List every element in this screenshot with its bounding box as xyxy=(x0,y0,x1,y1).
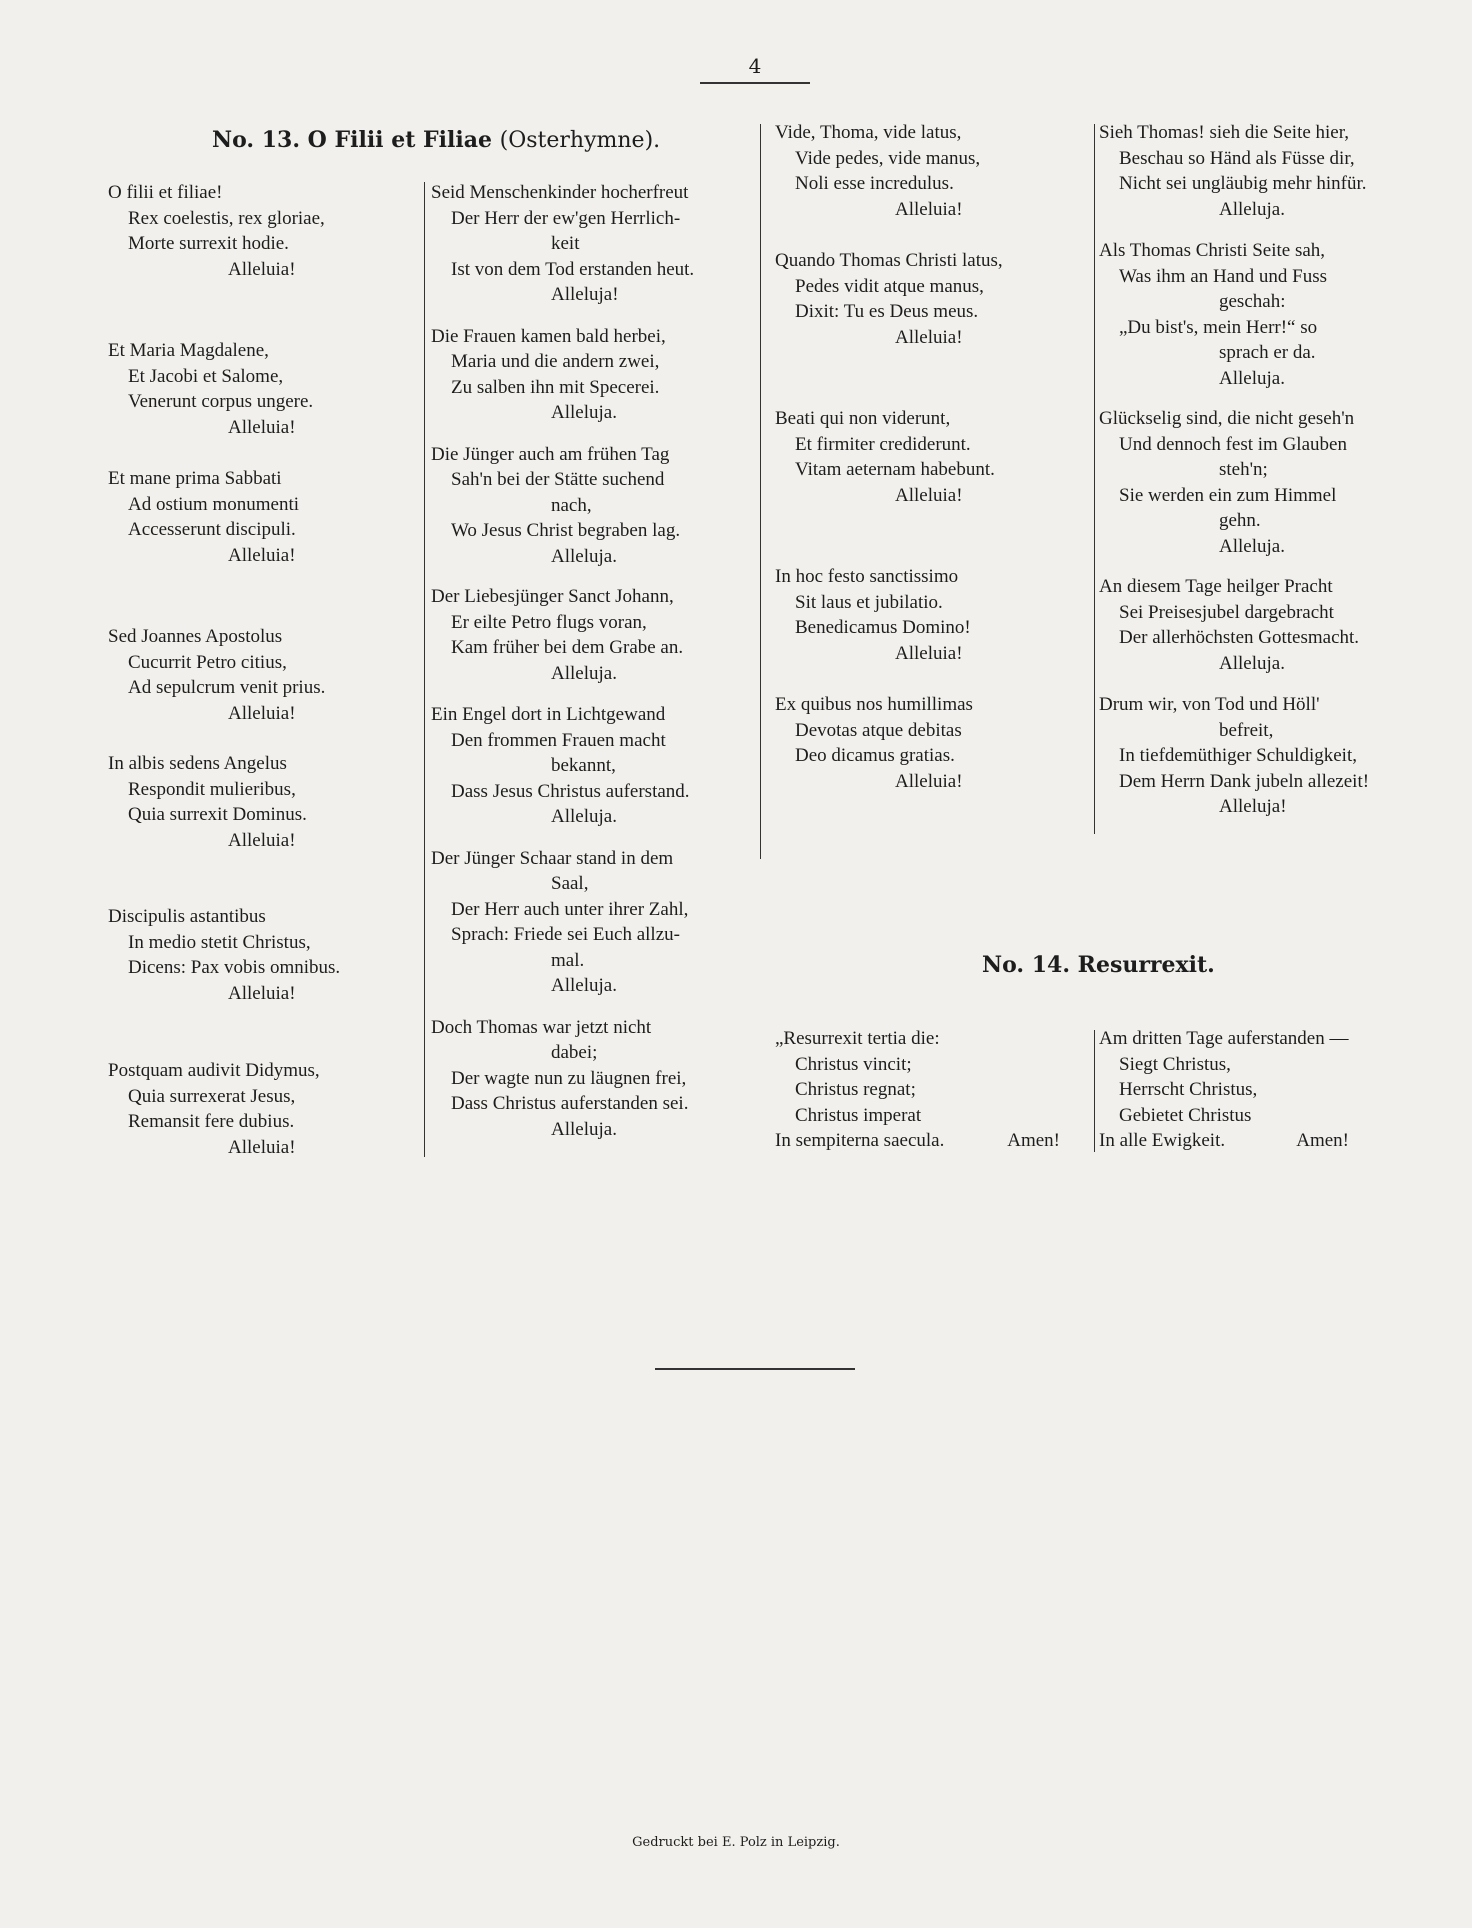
verse-line: „Du bist's, mein Herr!“ so xyxy=(1119,316,1318,338)
verse-line: Seid Menschenkinder hocherfreut xyxy=(431,182,689,203)
verse-line: befreit, xyxy=(1219,719,1274,741)
verse-line: Ex quibus nos humillimas xyxy=(775,694,973,715)
verse-line: Sed Joannes Apostolus xyxy=(108,626,283,647)
verse-line: Sei Preisesjubel dargebracht xyxy=(1119,601,1334,623)
verse-line: Et mane prima Sabbati xyxy=(108,468,282,489)
verse-line: Sah'n bei der Stätte suchend xyxy=(451,469,665,490)
verse-line: Pedes vidit atque manus, xyxy=(795,275,984,297)
amen-text: Amen! xyxy=(1007,1130,1060,1151)
stanza xyxy=(108,180,418,282)
verse-line: Remansit fere dubius. xyxy=(128,1111,295,1132)
german-text-column-right xyxy=(1099,120,1411,820)
hymn-14-title: Resurrexit. xyxy=(1077,952,1215,978)
verse-line: Alleluia! xyxy=(228,829,296,851)
verse-line: Und dennoch fest im Glauben xyxy=(1119,433,1347,455)
stanza xyxy=(1099,692,1411,820)
verse-line: Der Herr der ew'gen Herrlich- xyxy=(451,207,681,229)
verse-line: Der Liebesjünger Sanct Johann, xyxy=(431,586,674,607)
stanza xyxy=(431,442,749,570)
verse-line: Postquam audivit Didymus, xyxy=(108,1060,320,1081)
verse-line: Sie werden ein zum Himmel xyxy=(1119,484,1337,506)
verse-line: Nicht sei ungläubig mehr hinfür. xyxy=(1119,173,1367,194)
verse-line: geschah: xyxy=(1219,291,1286,312)
column-divider-left xyxy=(424,182,425,1157)
verse-line: Rex coelestis, rex gloriae, xyxy=(128,207,325,229)
hymn-13-number: No. 13. xyxy=(212,127,300,153)
amen-row xyxy=(1099,1128,1349,1154)
verse-line: Glückselig sind, die nicht geseh'n xyxy=(1099,408,1355,429)
verse-line: Cucurrit Petro citius, xyxy=(128,651,287,673)
verse-line: Beati qui non viderunt, xyxy=(775,408,951,429)
hymn-13-title: O Filii et Filiae xyxy=(307,127,492,153)
verse-line: Am dritten Tage auferstanden — xyxy=(1099,1028,1349,1049)
verse-line: „Resurrexit tertia die: xyxy=(775,1028,940,1049)
verse-line: Vitam aeternam habebunt. xyxy=(795,459,995,480)
verse-line: Drum wir, von Tod und Höll' xyxy=(1099,694,1320,715)
verse-line: Herrscht Christus, xyxy=(1119,1079,1258,1100)
verse-line: Kam früher bei dem Grabe an. xyxy=(451,637,684,658)
verse-line: Doch Thomas war jetzt nicht xyxy=(431,1016,652,1038)
verse-line: Alleluja. xyxy=(1219,652,1285,674)
verse-line: Et firmiter crediderunt. xyxy=(795,433,971,455)
verse-line: Alleluia! xyxy=(895,326,963,348)
german-text-column-left xyxy=(431,180,749,1142)
hymn-13-heading xyxy=(212,127,660,153)
verse-line: In sempiterna saecula. xyxy=(775,1130,945,1151)
stanza xyxy=(108,338,418,440)
verse-line: Alleluja. xyxy=(551,545,617,567)
stanza xyxy=(1099,120,1411,222)
verse-line: keit xyxy=(551,233,580,254)
stanza xyxy=(775,692,1075,794)
verse-line: Deo dicamus gratias. xyxy=(795,745,955,766)
verse-line: Alleluja. xyxy=(1219,198,1285,220)
verse-line: Zu salben ihn mit Specerei. xyxy=(451,376,660,398)
stanza xyxy=(431,584,749,686)
verse-line: Sit laus et jubilatio. xyxy=(795,591,943,613)
verse-line: Dicens: Pax vobis omnibus. xyxy=(128,957,341,978)
column-divider-middle xyxy=(760,124,761,859)
latin-text-column-left xyxy=(108,180,418,1160)
verse-line: Benedicamus Domino! xyxy=(795,617,971,638)
verse-line: Discipulis astantibus xyxy=(108,906,266,927)
amen-text: Amen! xyxy=(1296,1130,1349,1151)
verse-line: An diesem Tage heilger Pracht xyxy=(1099,576,1333,597)
verse-line: O filii et filiae! xyxy=(108,182,223,203)
verse-line: Vide, Thoma, vide latus, xyxy=(775,122,962,143)
verse-line: Alleluja. xyxy=(551,806,617,827)
verse-line: Alleluia! xyxy=(895,484,963,506)
verse-line: Maria und die andern zwei, xyxy=(451,351,660,372)
verse-line: Quia surrexit Dominus. xyxy=(128,804,307,825)
hymn-13-subtitle: (Osterhymne). xyxy=(499,128,661,153)
verse-line: Alleluia! xyxy=(228,982,296,1004)
verse-line: nach, xyxy=(551,494,592,516)
verse-line: Den frommen Frauen macht xyxy=(451,729,666,751)
verse-line: Et Jacobi et Salome, xyxy=(128,365,284,387)
verse-line: In tiefdemüthiger Schuldigkeit, xyxy=(1119,745,1357,766)
column-divider-right xyxy=(1094,124,1095,834)
stanza xyxy=(1099,574,1411,676)
verse-line: gehn. xyxy=(1219,510,1261,531)
verse-line: Alleluja. xyxy=(1219,367,1285,389)
verse-line: Siegt Christus, xyxy=(1119,1053,1231,1075)
stanza xyxy=(108,904,418,1006)
verse-line: Wo Jesus Christ begraben lag. xyxy=(451,520,681,541)
verse-line: Was ihm an Hand und Fuss xyxy=(1119,265,1327,287)
verse-line: Ist von dem Tod erstanden heut. xyxy=(451,258,695,280)
verse-line: In medio stetit Christus, xyxy=(128,931,311,953)
verse-line: steh'n; xyxy=(1219,459,1268,480)
stanza xyxy=(775,406,1075,508)
amen-row xyxy=(775,1128,1060,1154)
verse-line: Alleluja. xyxy=(551,662,617,684)
verse-line: Venerunt corpus ungere. xyxy=(128,391,314,412)
verse-line: Ad ostium monumenti xyxy=(128,493,299,515)
stanza xyxy=(775,120,1075,222)
verse-line: Accesserunt discipuli. xyxy=(128,519,296,540)
verse-line: Respondit mulieribus, xyxy=(128,778,296,800)
resurrexit-latin-column xyxy=(775,1026,1060,1154)
verse-line: Morte surrexit hodie. xyxy=(128,233,289,254)
verse-line: Der wagte nun zu läugnen frei, xyxy=(451,1067,687,1089)
verse-line: Der Jünger Schaar stand in dem xyxy=(431,847,674,869)
resurrexit-german-column xyxy=(1099,1026,1349,1154)
verse-line: Devotas atque debitas xyxy=(795,719,962,741)
verse-line: Alleluia! xyxy=(895,770,963,792)
verse-line: Alleluja. xyxy=(551,975,617,996)
stanza xyxy=(108,466,418,568)
verse-line: In alle Ewigkeit. xyxy=(1099,1130,1226,1151)
stanza xyxy=(108,624,418,726)
stanza xyxy=(775,248,1075,350)
verse-line: Vide pedes, vide manus, xyxy=(795,147,981,169)
resurrexit-divider xyxy=(1094,1030,1095,1152)
verse-line: Alleluia! xyxy=(228,544,296,566)
verse-line: Saal, xyxy=(551,873,589,894)
stanza xyxy=(1099,238,1411,391)
verse-line: Er eilte Petro flugs voran, xyxy=(451,611,647,633)
stanza xyxy=(431,180,749,308)
verse-line: Ein Engel dort in Lichtgewand xyxy=(431,704,666,725)
stanza xyxy=(431,1015,749,1143)
stanza xyxy=(431,324,749,426)
latin-text-column-right xyxy=(775,120,1075,794)
verse-line: Gebietet Christus xyxy=(1119,1104,1252,1126)
stanza xyxy=(775,564,1075,666)
verse-line: Alleluia! xyxy=(228,258,296,280)
hymn-14-heading xyxy=(982,952,1215,978)
verse-line: Der Herr auch unter ihrer Zahl, xyxy=(451,898,689,920)
verse-line: Ad sepulcrum venit prius. xyxy=(128,677,326,698)
hymn-14-number: No. 14. xyxy=(982,952,1070,978)
verse-line: Quando Thomas Christi latus, xyxy=(775,250,1003,271)
verse-line: Dem Herrn Dank jubeln allezeit! xyxy=(1119,770,1370,792)
verse-line: Alleluia! xyxy=(228,1136,296,1158)
stanza xyxy=(108,751,418,853)
verse-line: Christus regnat; xyxy=(795,1079,916,1100)
verse-line: Dass Jesus Christus auferstand. xyxy=(451,780,690,802)
verse-line: Beschau so Händ als Füsse dir, xyxy=(1119,147,1355,169)
stanza xyxy=(1099,406,1411,559)
verse-line: Der allerhöchsten Gottesmacht. xyxy=(1119,627,1360,648)
verse-line: Sprach: Friede sei Euch allzu- xyxy=(451,924,680,945)
verse-line: In albis sedens Angelus xyxy=(108,753,287,774)
verse-line: Die Jünger auch am frühen Tag xyxy=(431,443,670,465)
verse-line: Alleluia! xyxy=(228,702,296,724)
verse-line: Alleluia! xyxy=(895,198,963,220)
verse-line: Alleluja! xyxy=(1219,796,1287,817)
verse-line: Die Frauen kamen bald herbei, xyxy=(431,325,666,347)
closing-rule xyxy=(655,1368,855,1370)
verse-line: Noli esse incredulus. xyxy=(795,173,954,194)
verse-line: Christus vincit; xyxy=(795,1053,912,1075)
page-number: 4 xyxy=(700,54,810,84)
verse-line: bekannt, xyxy=(551,755,616,776)
stanza xyxy=(431,846,749,999)
verse-line: Alleluia! xyxy=(895,642,963,664)
verse-line: Dixit: Tu es Deus meus. xyxy=(795,301,979,322)
verse-line: dabei; xyxy=(551,1042,598,1063)
verse-line: Alleluja. xyxy=(551,1118,617,1140)
verse-line: Alleluja! xyxy=(551,284,619,305)
verse-line: Sieh Thomas! sieh die Seite hier, xyxy=(1099,122,1350,143)
verse-line: Dass Christus auferstanden sei. xyxy=(451,1093,689,1114)
printer-imprint: Gedruckt bei E. Polz in Leipzig. xyxy=(632,1835,840,1850)
verse-line: Alleluja. xyxy=(551,402,617,423)
verse-line: Als Thomas Christi Seite sah, xyxy=(1099,240,1326,261)
verse-line: Alleluja. xyxy=(1219,535,1285,557)
verse-line: Et Maria Magdalene, xyxy=(108,340,269,361)
verse-line: sprach er da. xyxy=(1219,342,1316,363)
stanza xyxy=(108,1058,418,1160)
verse-line: mal. xyxy=(551,949,585,971)
verse-line: Christus imperat xyxy=(795,1104,922,1126)
verse-line: Alleluia! xyxy=(228,416,296,438)
verse-line: In hoc festo sanctissimo xyxy=(775,566,959,587)
verse-line: Quia surrexerat Jesus, xyxy=(128,1085,296,1107)
stanza xyxy=(431,702,749,830)
